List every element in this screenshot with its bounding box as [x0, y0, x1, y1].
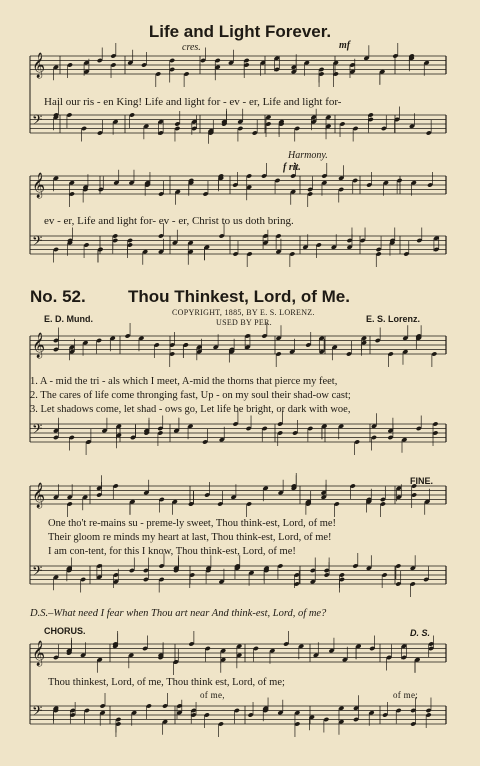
- dynamic-f-rit: f rit.: [283, 162, 301, 173]
- svg-text:𝄢: 𝄢: [32, 703, 43, 722]
- fine-mark: FINE.: [410, 476, 434, 486]
- hymn-title-life-and-light: Life and Light Forever.: [148, 22, 332, 41]
- ds-lyric-line: D.S.–What need I fear when Thou art near And think-est, Lord, of me?: [30, 608, 327, 619]
- chorus-lyric: Thou thinkest, Lord, of me, Thou think est, Lord, of me;: [48, 677, 285, 688]
- dynamic-cres: cres.: [182, 42, 201, 53]
- hymn-number: No. 52.: [30, 287, 86, 306]
- hymn-title-thou-thinkest: Thou Thinkest, Lord, of Me.: [128, 287, 350, 306]
- svg-text:𝄢: 𝄢: [32, 563, 43, 582]
- copyright-line: COPYRIGHT, 1885, BY E. S. LORENZ.: [172, 308, 315, 317]
- refrain-lyric-1: One tho't re-mains su - preme-ly sweet, Thou think-est, Lord, of me!: [48, 518, 337, 529]
- refrain-lyric-2: Their gloom re minds my heart at last, Thou think-est, Lord, of me!: [48, 532, 332, 543]
- hymn1-lyric-line2: ev - er, Life and light for- ev - er, Christ to us doth bring.: [44, 215, 294, 227]
- verse2-lyric: 2. The cares of life come thronging fast, Up - on my soul their shad-ow cast;: [30, 390, 351, 401]
- svg-text:𝄞: 𝄞: [32, 333, 46, 358]
- refrain-lyric-3: I am con-tent, for this I know, Thou think-est, Lord, of me!: [48, 546, 296, 557]
- svg-text:𝄞: 𝄞: [32, 483, 46, 508]
- ds-mark: D. S.: [410, 628, 431, 638]
- harmony-label: Harmony.: [288, 150, 328, 161]
- author-music: E. S. Lorenz.: [366, 314, 421, 324]
- svg-text:𝄞: 𝄞: [32, 53, 46, 78]
- svg-text:𝄢: 𝄢: [32, 112, 43, 131]
- chorus-bass-lyric-2: of me;: [393, 690, 419, 700]
- svg-text:𝄞: 𝄞: [32, 641, 46, 666]
- svg-text:𝄢: 𝄢: [32, 233, 43, 252]
- verse1-lyric: 1. A - mid the tri - als which I meet, A-mid the thorns that pierce my feet,: [30, 376, 338, 387]
- svg-text:𝄢: 𝄢: [32, 421, 43, 440]
- chorus-bass-lyric-1: of me,: [200, 690, 225, 700]
- chorus-label: CHORUS.: [44, 626, 86, 636]
- hymn1-lyric-line1: Hail our ris - en King! Life and light for - ev - er, Life and light for-: [44, 96, 342, 108]
- verse3-lyric: 3. Let shadows come, let shad - ows go, Let life be bright, or dark with woe,: [30, 404, 351, 415]
- used-by-permission: USED BY PER.: [216, 318, 272, 327]
- dynamic-mf: mf: [339, 40, 351, 51]
- author-words: E. D. Mund.: [44, 314, 93, 324]
- svg-text:𝄞: 𝄞: [32, 173, 46, 198]
